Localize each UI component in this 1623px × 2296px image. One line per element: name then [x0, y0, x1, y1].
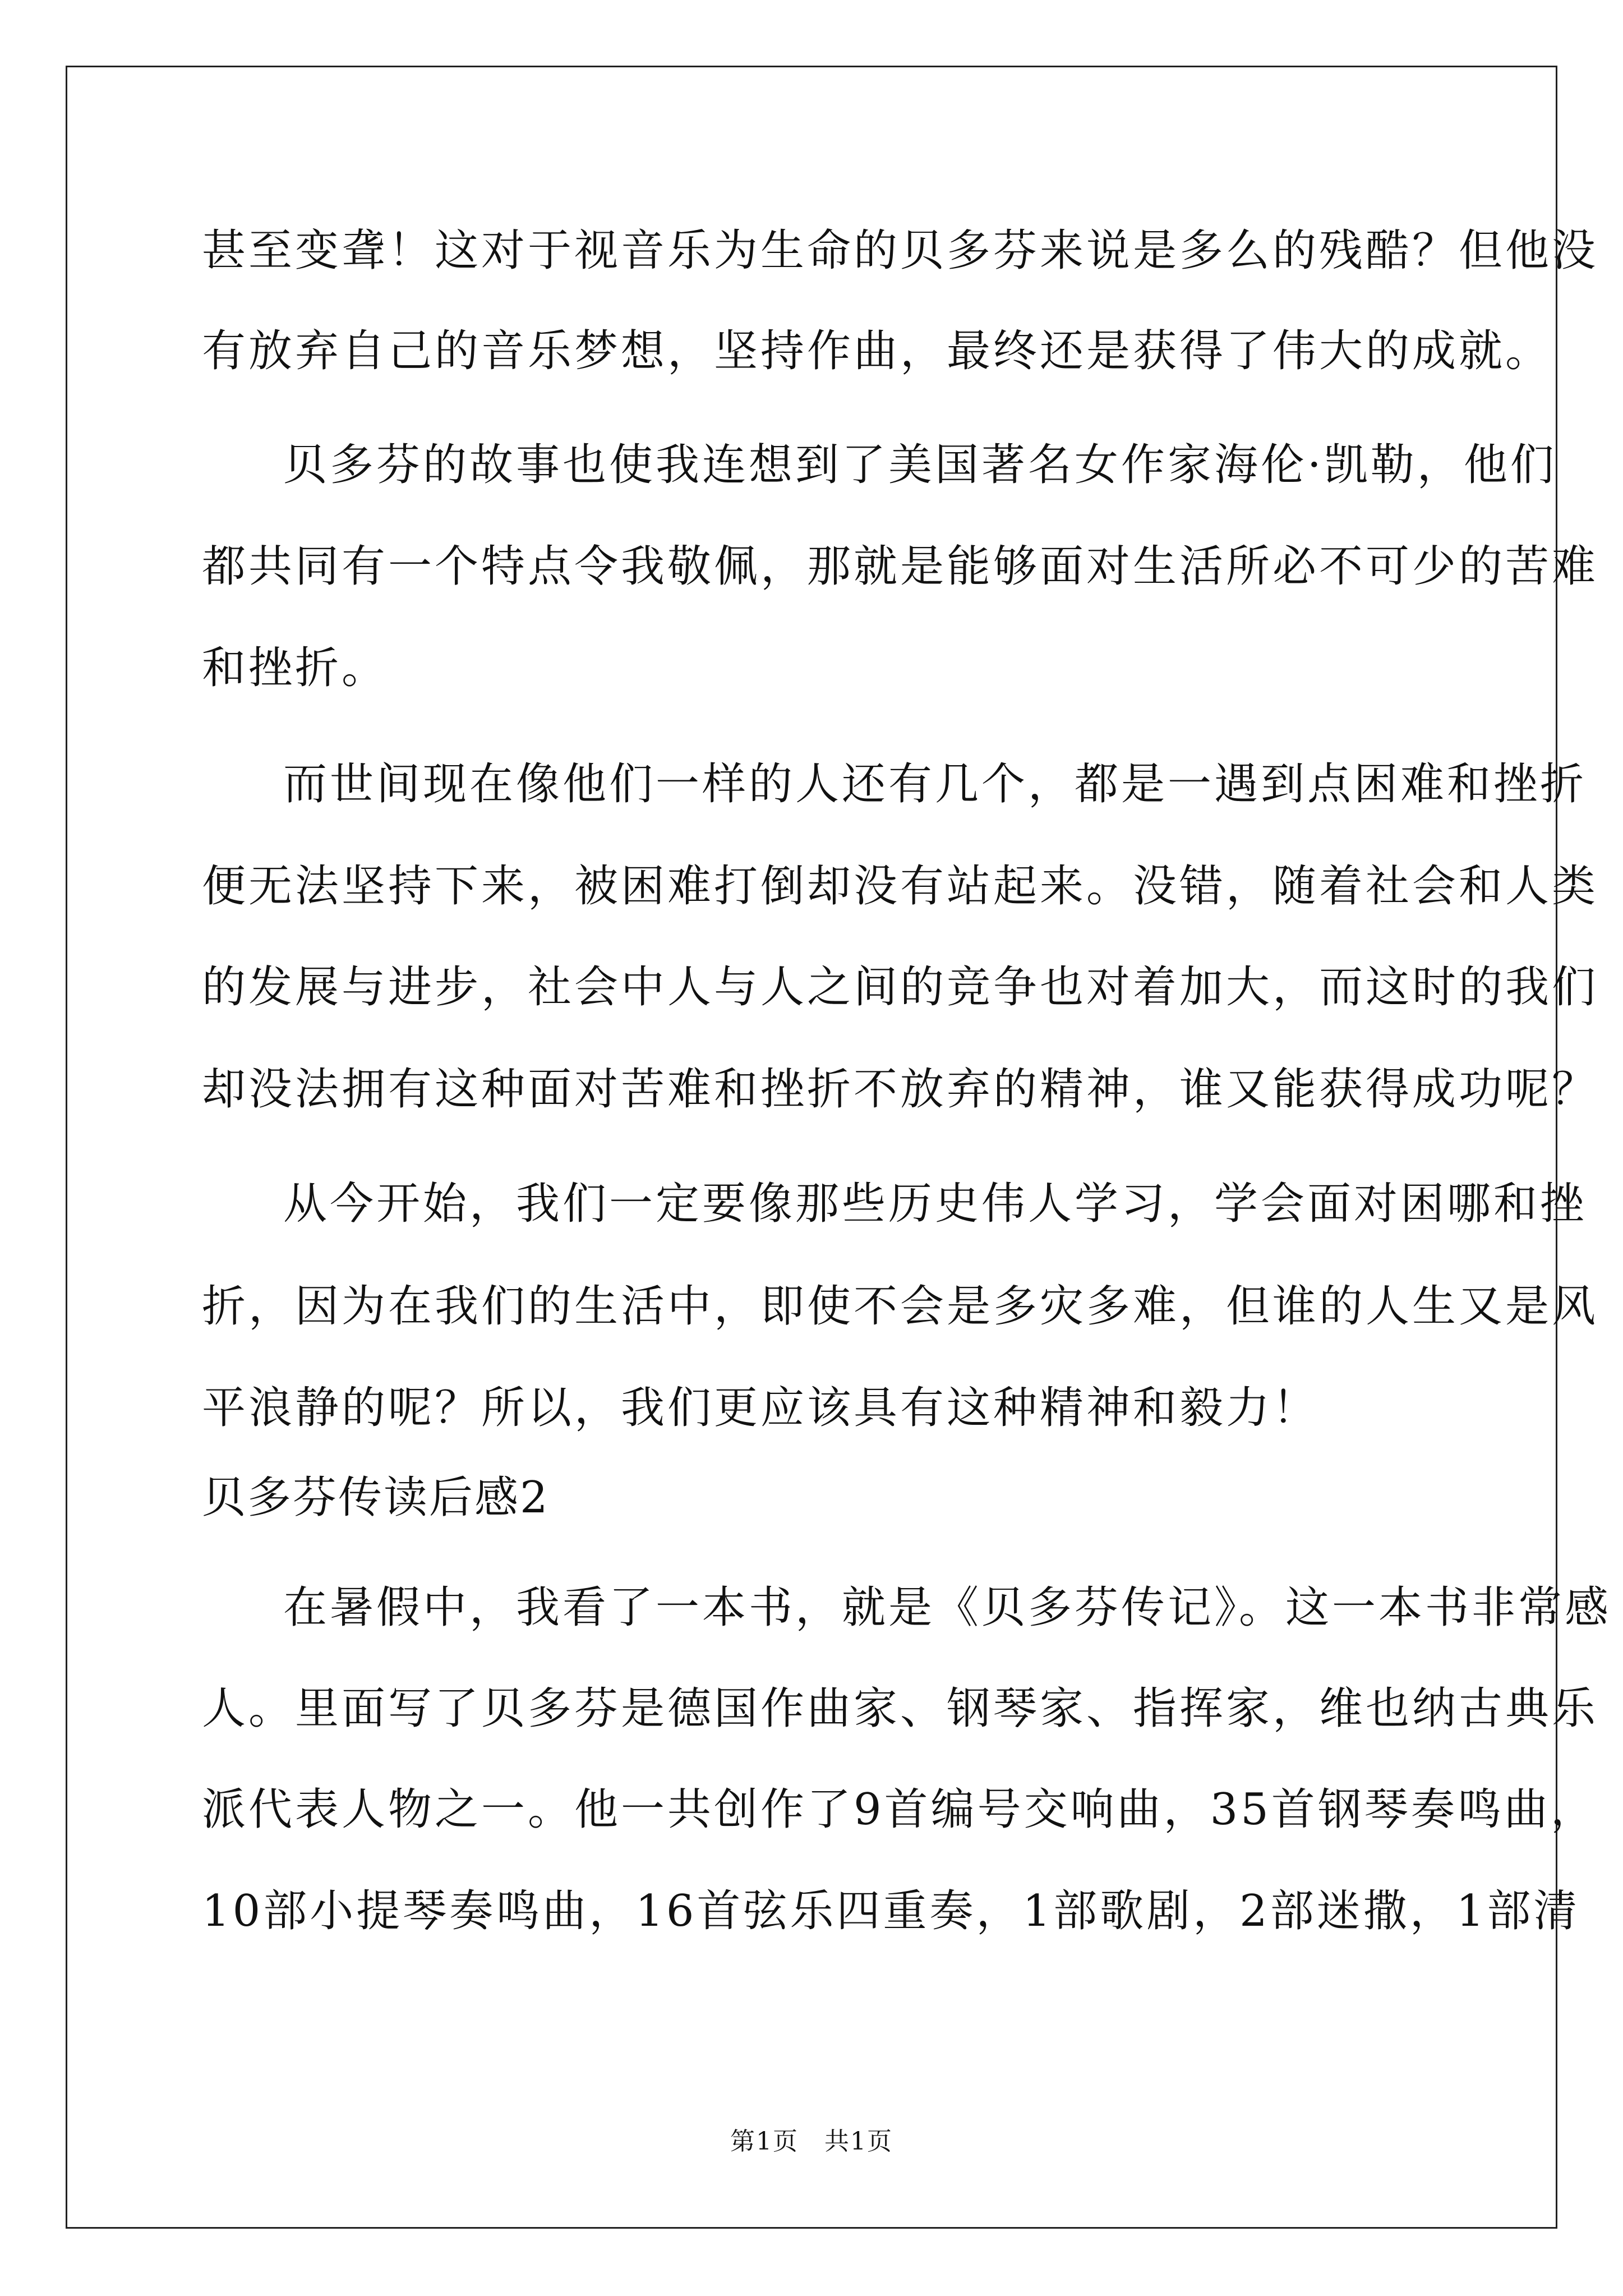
- paragraph-start-line: 而世间现在像他们一样的人还有几个，都是一遇到点困难和挫折: [283, 759, 1587, 809]
- body-line: 10部小提琴奏鸣曲，16首弦乐四重奏，1部歌剧，2部迷撒，1部清: [202, 1886, 1580, 1936]
- body-line: 派代表人物之一。他一共创作了9首编号交响曲，35首钢琴奏鸣曲，: [202, 1784, 1597, 1835]
- body-line: 和挫折。: [202, 643, 389, 693]
- paragraph-start-line: 从今开始，我们一定要像那些历史伟人学习，学会面对困哪和挫: [283, 1179, 1587, 1229]
- body-line: 都共同有一个特点令我敬佩，那就是能够面对生活所必不可少的苦难: [202, 541, 1599, 592]
- paragraph-start-line: 贝多芬的故事也使我连想到了美国著名女作家海伦·凯勒，他们: [283, 440, 1557, 490]
- body-line: 折，因为在我们的生活中，即使不会是多灾多难，但谁的人生又是风: [202, 1281, 1599, 1332]
- body-line: 平浪静的呢？所以，我们更应该具有这种精神和毅力！: [202, 1383, 1320, 1433]
- body-line: 却没法拥有这种面对苦难和挫折不放弃的精神，谁又能获得成功呢？: [202, 1064, 1599, 1115]
- body-line: 有放弃自己的音乐梦想，坚持作曲，最终还是获得了伟大的成就。: [202, 326, 1552, 376]
- body-line: 的发展与进步，社会中人与人之间的竞争也对着加大，而这时的我们: [202, 962, 1599, 1013]
- body-line: 甚至变聋！这对于视音乐为生命的贝多芬来说是多么的残酷？但他没: [202, 226, 1599, 276]
- body-line: 人。里面写了贝多芬是德国作曲家、钢琴家、指挥家，维也纳古典乐: [202, 1683, 1599, 1734]
- page-footer: 第1页 共1页: [730, 2127, 893, 2156]
- body-line: 便无法坚持下来，被困难打倒却没有站起来。没错，随着社会和人类: [202, 861, 1599, 912]
- section-heading: 贝多芬传读后感2: [202, 1473, 550, 1523]
- paragraph-start-line: 在暑假中，我看了一本书，就是《贝多芬传记》。这一本书非常感: [283, 1582, 1612, 1633]
